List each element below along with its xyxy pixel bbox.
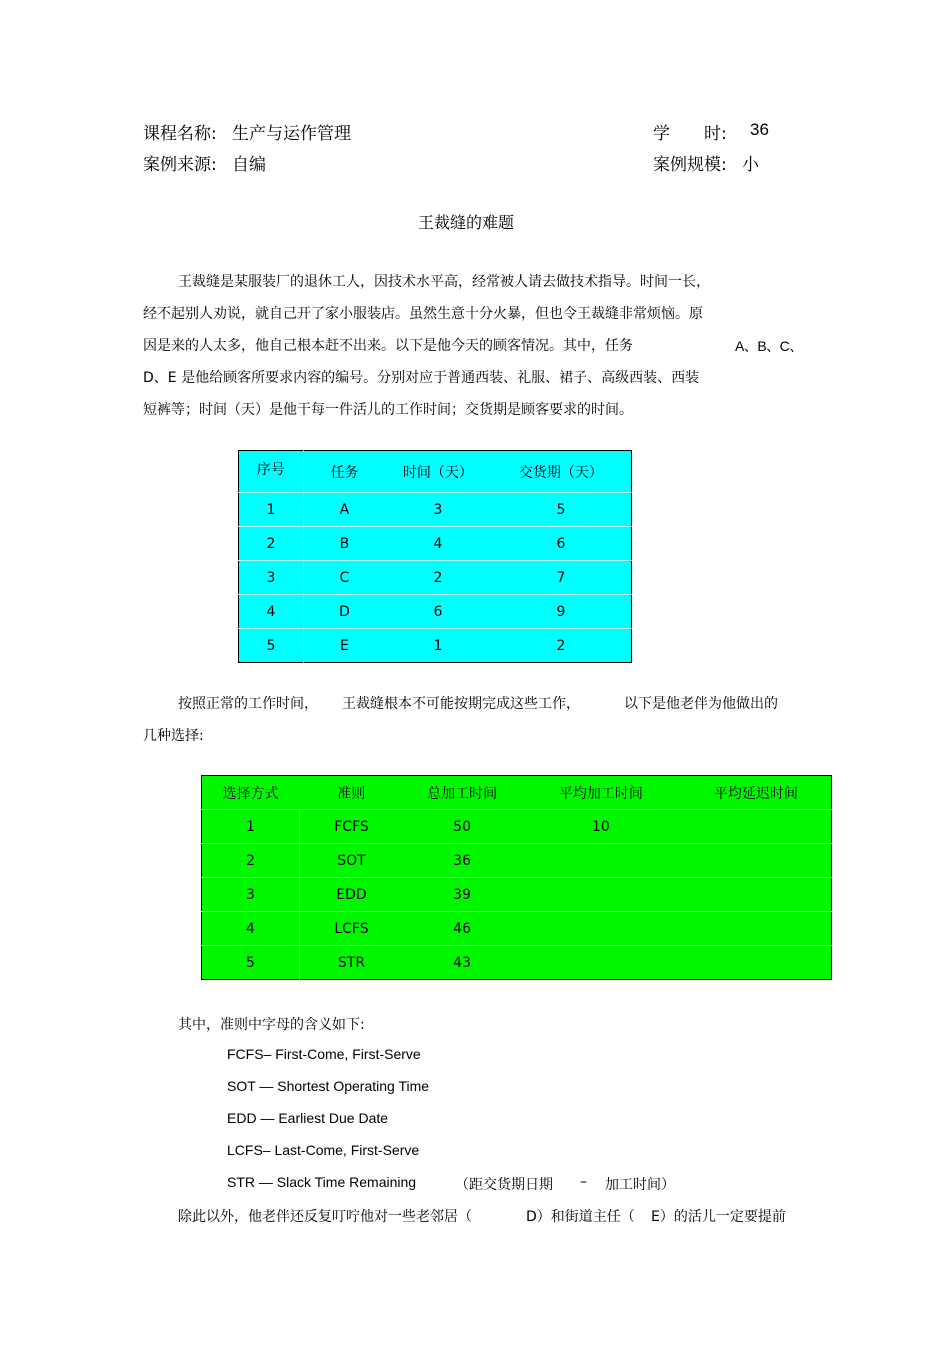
table-row xyxy=(202,912,832,946)
legend-item-str: STR — Slack Time Remaining xyxy=(227,1174,417,1190)
table-cell: E xyxy=(340,637,349,654)
table-cell: 5 xyxy=(202,946,300,980)
legend-intro: 其中，准则中字母的含义如下: xyxy=(178,1017,365,1033)
table-cell xyxy=(681,946,832,980)
table-cell: 4 xyxy=(202,912,300,946)
table-header-row xyxy=(239,451,632,493)
case-source-value: 自编 xyxy=(232,155,266,175)
table-cell: LCFS xyxy=(299,912,403,946)
table-cell: 3 xyxy=(239,561,304,595)
table-cell xyxy=(521,946,681,980)
table-cell: 1 xyxy=(433,637,443,654)
table-cell: 43 xyxy=(453,954,471,971)
table-row xyxy=(239,493,632,527)
hours-value: 36 xyxy=(750,120,769,139)
table-cell: EDD xyxy=(299,878,403,912)
table-cell: 9 xyxy=(491,595,632,629)
header-cell: 准则 xyxy=(299,776,403,810)
para2-part-1: 按照正常的工作时间， xyxy=(178,696,318,712)
header-cell: 总加工时间 xyxy=(403,776,521,810)
table-cell xyxy=(681,810,832,844)
final-part-3: E）的活儿一定要提前 xyxy=(651,1209,786,1225)
table-cell: B xyxy=(303,527,385,561)
table-cell: 2 xyxy=(556,637,566,654)
table-row xyxy=(239,595,632,629)
table-cell: D xyxy=(303,595,385,629)
str-note-c: 加工时间） xyxy=(605,1177,675,1193)
tasks-table xyxy=(238,450,632,663)
table-row xyxy=(202,946,832,980)
table-cell xyxy=(521,844,681,878)
case-source-label: 案例来源: xyxy=(143,155,217,175)
table-cell xyxy=(681,878,832,912)
header-cell: 平均延迟时间 xyxy=(681,776,832,810)
table-cell: 7 xyxy=(491,561,632,595)
intro-line-3: 因是来的人太多，他自己根本赶不出来。以下是他今天的顾客情况。其中，任务 xyxy=(143,338,633,354)
table-cell: 50 xyxy=(403,810,521,844)
table-cell: STR xyxy=(337,954,366,971)
table-cell xyxy=(521,878,681,912)
intro-line-5: 短裤等；时间（天）是他干每一件活儿的工作时间；交货期是顾客要求的时间。 xyxy=(143,402,633,418)
table-cell: A xyxy=(303,493,385,527)
table-cell: 10 xyxy=(521,810,681,844)
table-cell xyxy=(681,844,832,878)
table-cell: 4 xyxy=(385,527,491,561)
para2-line-2: 几种选择: xyxy=(143,728,204,744)
str-note-b: – xyxy=(580,1174,587,1190)
legend-item-fcfs: FCFS– First-Come, First-Serve xyxy=(227,1046,421,1062)
table-cell: 1 xyxy=(239,493,304,527)
case-scale-value: 小 xyxy=(742,155,759,175)
header-cell: 序号 xyxy=(239,451,304,493)
table-cell: 6 xyxy=(491,527,632,561)
table-cell: 4 xyxy=(239,595,304,629)
table-row xyxy=(239,629,632,663)
legend-item-edd: EDD — Earliest Due Date xyxy=(227,1110,389,1126)
para2-part-2: 王裁缝根本不可能按期完成这些工作， xyxy=(342,696,580,712)
header-cell: 交货期（天） xyxy=(491,451,632,493)
course-name-value: 生产与运作管理 xyxy=(232,124,351,144)
table-row xyxy=(239,527,632,561)
table-row xyxy=(202,810,832,844)
final-part-2: D）和街道主任（ xyxy=(526,1209,635,1225)
table-cell: 3 xyxy=(385,493,491,527)
header-cell: 平均加工时间 xyxy=(521,776,681,810)
table-cell: 2 xyxy=(385,561,491,595)
table-cell: 36 xyxy=(403,844,521,878)
header-cell: 时间（天） xyxy=(385,451,491,493)
header-cell: 选择方式 xyxy=(202,776,300,810)
table-cell: 5 xyxy=(239,629,304,663)
para2-part-3: 以下是他老伴为他做出的 xyxy=(624,696,778,712)
hours-label: 学 时: xyxy=(653,124,727,144)
table-cell xyxy=(521,912,681,946)
table-cell: 3 xyxy=(202,878,300,912)
table-cell: 2 xyxy=(239,527,304,561)
table-cell: 2 xyxy=(202,844,300,878)
table-cell: SOT xyxy=(299,844,403,878)
legend-item-sot: SOT — Shortest Operating Time xyxy=(227,1078,430,1094)
case-scale-label: 案例规模: xyxy=(653,155,727,175)
table-cell xyxy=(681,912,832,946)
final-part-1: 除此以外，他老伴还反复叮咛他对一些老邻居（ xyxy=(178,1209,472,1225)
legend-item-lcfs: LCFS– Last-Come, First-Serve xyxy=(227,1142,420,1158)
table-row xyxy=(239,561,632,595)
header-cell: 任务 xyxy=(303,451,385,493)
intro-line-1: 王裁缝是某服装厂的退休工人，因技术水平高，经常被人请去做技术指导。时间一长， xyxy=(178,274,710,290)
str-note-a: （距交货期日期 xyxy=(455,1177,553,1193)
table-cell: C xyxy=(303,561,385,595)
course-name-label: 课程名称: xyxy=(143,124,217,144)
table-header-row xyxy=(202,776,832,810)
table-row xyxy=(202,878,832,912)
table-cell: FCFS xyxy=(299,810,403,844)
table-cell: 1 xyxy=(202,810,300,844)
intro-line-3-tasks: A、B、C、 xyxy=(735,338,803,354)
table-cell: 46 xyxy=(403,912,521,946)
intro-line-4: D、E 是他给顾客所要求内容的编号。分别对应于普通西装、礼服、裙子、高级西装、西装 xyxy=(143,370,700,386)
rules-table xyxy=(201,775,832,980)
table-cell: 6 xyxy=(385,595,491,629)
intro-line-2: 经不起别人劝说，就自己开了家小服装店。虽然生意十分火暴，但也令王裁缝非常烦恼。原 xyxy=(143,306,703,322)
case-title: 王裁缝的难题 xyxy=(418,213,515,232)
table-cell: 5 xyxy=(491,493,632,527)
table-row xyxy=(202,844,832,878)
table-cell: 39 xyxy=(403,878,521,912)
